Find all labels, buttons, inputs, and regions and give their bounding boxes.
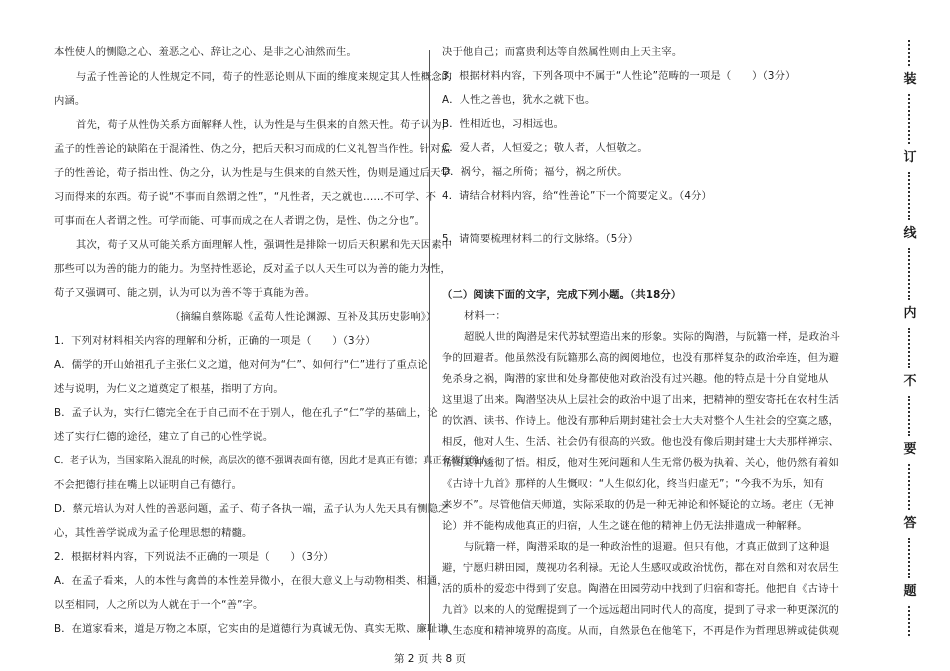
binding-char: 题 <box>903 584 917 599</box>
text-line: 九首》以来的人的觉醒提到了一个远远超出同时代人的高度，提到了寻求一种更深沉的 <box>442 604 839 616</box>
q3-option-d: D．祸兮，福之所倚；福兮，祸之所伏。 <box>442 166 628 178</box>
binding-dots <box>908 538 913 578</box>
text-line: 的饮酒、读书、作诗上。他没有那种后期封建社会士大夫对整个人生社会的空寞之感， <box>442 415 839 427</box>
q2-option-b: B．在道家看来，道是万物之本原，它实由的是道德行为真诚无伪、真实无欺、廉耻谦 <box>54 623 448 635</box>
text-line: 述与说明，为仁义之道奠定了根基，指明了方向。 <box>54 383 284 395</box>
text-line: 与阮籍一样，陶潜采取的是一种政治性的退避。但只有他，才真正做到了这种退 <box>464 541 830 553</box>
binding-dots <box>908 94 913 144</box>
text-line: 可事而在人者谓之性。可学而能、可事而成之在人者谓之伪，是性、伪之分也”。 <box>54 215 426 227</box>
question-3-stem: 3．根据材料内容，下列各项中不属于“人性论”范畴的一项是（ ）（3分） <box>442 70 796 82</box>
binding-char: 不 <box>903 374 917 389</box>
text-line: 活的质朴的爱恋中得到了安息。陶潜在田园劳动中找到了归宿和寄托。他把自《古诗十 <box>442 583 839 595</box>
text-line: 决于他自己；而富贵利达等自然属性则由上天主宰。 <box>442 46 683 58</box>
binding-char: 订 <box>903 150 917 165</box>
source-citation: （摘编自蔡陈聪《孟荀人性论渊源、互补及其历史影响》） <box>170 311 437 323</box>
q1-option-a: A．儒学的开山始祖孔子主张仁义之道，他对何为“仁”、如何行“仁”进行了重点论 <box>54 359 428 371</box>
text-line: 争的回避者。他虽然没有阮籍那么高的阀阅地位，也没有那样复杂的政治牵连，但为避 <box>442 352 839 364</box>
text-line: 来岁不”。尽管他信天师道，实际采取的仍是一种无神论和怀疑论的立场。老庄（无神 <box>442 499 835 511</box>
text-line: 免杀身之祸，陶潜的家世和处身都使他对政治没有过兴趣。他的特点是十分自觉地从 <box>442 373 829 385</box>
q1-option-b: B．孟子认为，实行仁德完全在于自己而不在于别人，他在孔子“仁”学的基础上，论 <box>54 407 438 419</box>
binding-dots <box>908 248 913 300</box>
page-number: 第 2 页 共 8 页 <box>393 653 467 665</box>
text-line: 内涵。 <box>54 95 86 107</box>
binding-dots <box>908 40 913 66</box>
text-line: 其次，荀子又从可能关系方面理解人性，强调性是排除一切后天积累和先天因素中 <box>76 239 453 251</box>
binding-dots <box>908 172 913 220</box>
binding-dots <box>908 464 913 510</box>
q3-option-c: C．爱人者，人恒爱之；敬人者，人恒敬之。 <box>442 142 648 154</box>
q3-option-b: B．性相近也，习相远也。 <box>442 118 565 130</box>
text-line: 这里退了出来。陶潜坚决从上层社会的政治中退了出来，把精神的塑安寄托在农村生活 <box>442 394 839 406</box>
text-line: 心，其性善学说成为孟子伦理思想的精髓。 <box>54 527 253 539</box>
binding-char: 装 <box>903 72 917 87</box>
binding-dots <box>908 396 913 436</box>
binding-char: 内 <box>903 306 917 321</box>
binding-char: 答 <box>903 516 917 531</box>
binding-line <box>890 40 930 640</box>
section-heading: （二）阅读下面的文字，完成下列小题。（共18分） <box>442 289 682 301</box>
text-line: 荀子又强调可、能之别，认为可以为善不等于真能为善。 <box>54 287 316 299</box>
text-line: 《古诗十九首》那样的人生慨叹：“人生似幻化，终当归虚无”；“今我不为乐，知有 <box>442 478 825 490</box>
q2-option-a: A．在孟子看来，人的本性与禽兽的本性差异微小，在很大意义上与动物相类、相通， <box>54 575 448 587</box>
binding-char: 要 <box>903 442 917 457</box>
text-line: 希图某种透彻了悟。相反，他对生死问题和人生无常仍极为执着、关心，他仍然有着如 <box>442 457 839 469</box>
material-label: 材料一： <box>464 310 506 322</box>
text-line: 与孟子性善论的人性规定不同，荀子的性恶论则从下面的维度来规定其人性概念的 <box>76 71 453 83</box>
q1-option-c: C．老子认为，当国家陷入混乱的时候，高层次的德不强调表面有德，因此才是真正有德；真正有德行的人， <box>54 455 498 466</box>
text-line: 以至相同，人之所以为人就在于一个“善”字。 <box>54 599 264 611</box>
text-line: 述了实行仁德的途径，建立了自己的心性学说。 <box>54 431 274 443</box>
text-line: 不会把德行挂在嘴上以证明自己有德行。 <box>54 479 243 491</box>
text-line: 本性使人的恻隐之心、羞恶之心、辞让之心、是非之心油然而生。 <box>54 46 357 58</box>
binding-dots <box>908 606 913 636</box>
question-5-stem: 5．请简要梳理材料二的行文脉络。（5分） <box>442 233 639 245</box>
question-4-stem: 4．请结合材料内容，给“性善论”下一个简要定义。（4分） <box>442 190 712 202</box>
q3-option-a: A．人性之善也，犹水之就下也。 <box>442 94 596 106</box>
binding-char: 线 <box>903 226 917 241</box>
question-1-stem: 1．下列对材料相关内容的理解和分析，正确的一项是（ ）（3分） <box>54 335 376 347</box>
text-line: 首先，荀子从性伪关系方面解释人性，认为性是与生俱来的自然天性。荀子认为， <box>76 119 453 131</box>
text-line: 超脱人世的陶潜是宋代苏轼塑造出来的形象。实际的陶潜，与阮籍一样，是政治斗 <box>464 331 841 343</box>
text-line: 子的性善论，荀子指出性、伪之分，认为性是与生俱来的自然天性，伪则是通过后天学 <box>54 167 451 179</box>
column-divider <box>429 50 430 640</box>
text-line: 那些可以为善的能力的能力。为坚持性恶论，反对孟子以人天生可以为善的能力为性， <box>54 263 451 275</box>
text-line: 避，宁愿归耕田园，蔑视功名利禄。无论人生感叹或政治忧伤，都在对自然和对农居生 <box>442 562 839 574</box>
text-line: 人生态度和精神境界的高度。从而，自然景色在他笔下，不再是作为哲理思辨或徒供观 <box>442 625 839 637</box>
q1-option-d: D．蔡元培认为对人性的善恶问题，孟子、荀子各执一端，孟子认为人先天具有恻隐之 <box>54 503 449 515</box>
question-2-stem: 2．根据材料内容，下列说法不正确的一项是（ ）（3分） <box>54 551 334 563</box>
text-line: 习而得来的东西。荀子说“不事而自然谓之性”，“凡性者，天之就也……不可学、不 <box>54 191 437 203</box>
binding-dots <box>908 328 913 368</box>
text-line: 相反，他对人生、生活、社会仍有很高的兴致。他也没有像后期封建士大夫那样禅宗、 <box>442 436 839 448</box>
text-line: 孟子的性善论的缺陷在于混淆性、伪之分，把后天积习而成的仁义礼智当作性。针对孟 <box>54 143 451 155</box>
text-line: 论）并不能构成他真正的归宿，人生之谜在他的精神上仍无法排遣成一种解释。 <box>442 520 808 532</box>
